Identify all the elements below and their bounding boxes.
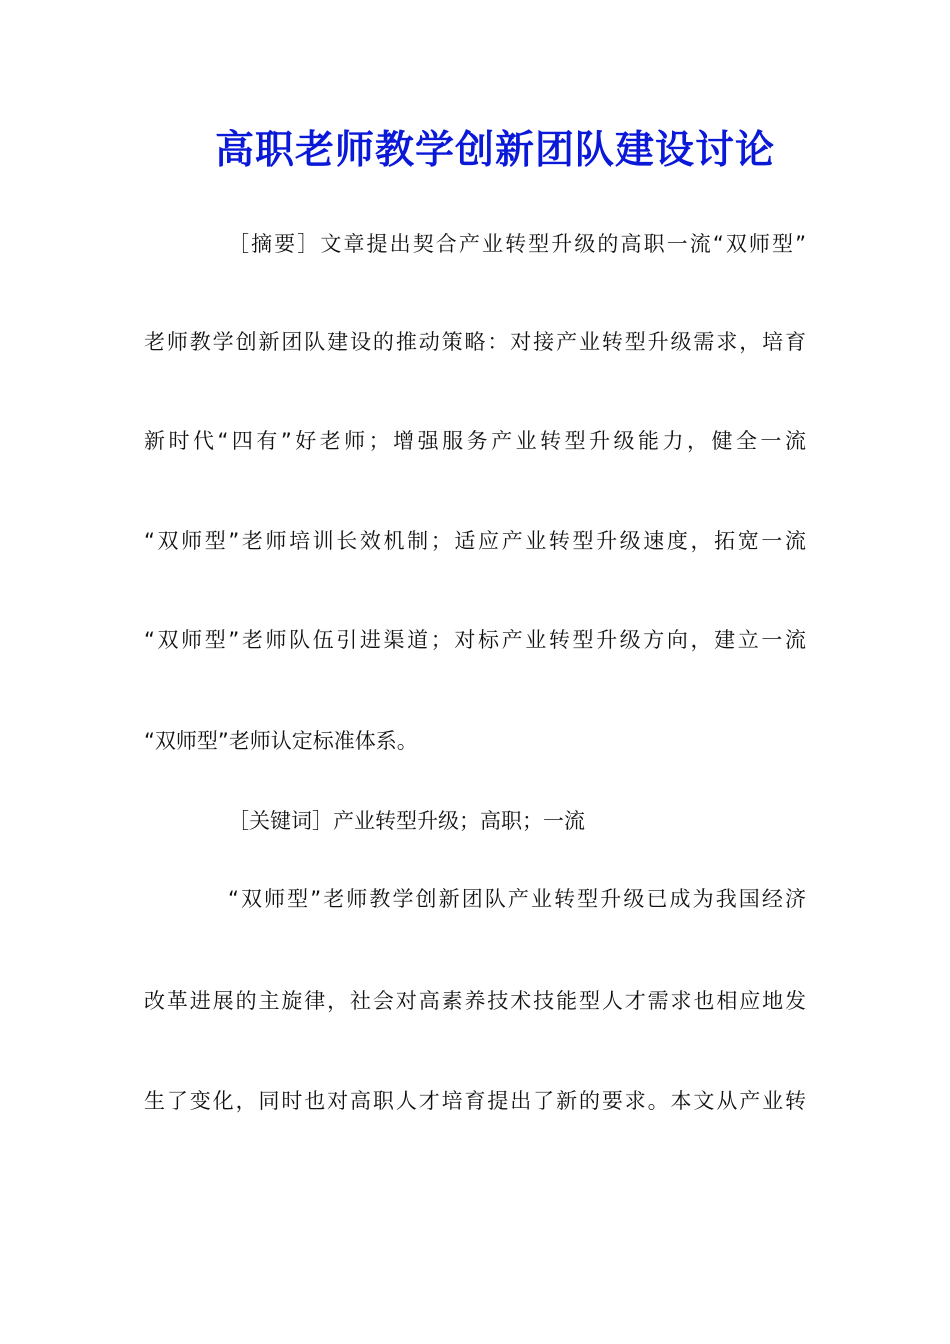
abstract-line: 老师教学创新团队建设的推动策略：对接产业转型升级需求，培育	[144, 330, 806, 354]
body-line: “双师型”老师教学创新团队产业转型升级已成为我国经济	[228, 887, 806, 911]
abstract-line: 新时代“四有”好老师；增强服务产业转型升级能力，健全一流	[144, 429, 806, 453]
document-title: 高职老师教学创新团队建设讨论	[214, 127, 775, 173]
abstract-line: “双师型”老师队伍引进渠道；对标产业转型升级方向，建立一流	[144, 628, 806, 652]
body-line: 改革进展的主旋律，社会对高素养技术技能型人才需求也相应地发	[144, 989, 806, 1013]
keywords-line: ［关键词］产业转型升级；高职；一流	[228, 809, 585, 833]
abstract-line: ［摘要］文章提出契合产业转型升级的高职一流“双师型”	[228, 232, 806, 256]
body-line: 生了变化，同时也对高职人才培育提出了新的要求。本文从产业转	[144, 1089, 806, 1113]
abstract-line: “双师型”老师认定标准体系。	[144, 729, 418, 753]
abstract-line: “双师型”老师培训长效机制；适应产业转型升级速度，拓宽一流	[144, 529, 806, 553]
